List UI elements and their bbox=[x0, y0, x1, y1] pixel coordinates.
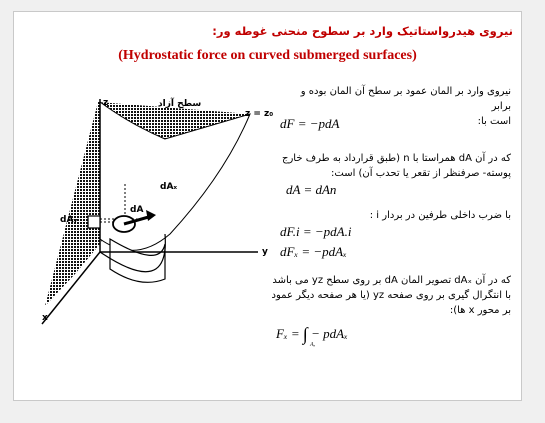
paragraph-2-line-2: پوسته- صرفنظر از تقعر یا تحدب آن) است: bbox=[331, 168, 511, 179]
z0-label: z = z₀ bbox=[245, 109, 274, 119]
curved-surface-figure bbox=[20, 84, 280, 329]
z-axis-label: z bbox=[103, 98, 109, 108]
slide bbox=[13, 11, 522, 401]
x-axis-label: x bbox=[42, 313, 48, 323]
integral-subscript: Aₓ bbox=[310, 342, 316, 348]
slide-title-persian: نیروی هیدرواستاتیک وارد بر سطوح منحنی غوطه ور: bbox=[212, 24, 513, 38]
equation-Fx bbox=[276, 322, 348, 348]
paragraph-4-line-3: بر محور x ها): bbox=[449, 305, 511, 316]
paragraph-4-line-2: با انتگرال گیری بر روی صفحه yz (یا هر صفحه دیگر عمود bbox=[271, 290, 511, 301]
equation-dF: dF = −pdA bbox=[280, 116, 340, 131]
y-axis-label: y bbox=[262, 247, 268, 257]
paragraph-3-line-1: با ضرب داخلی طرفین در بردار i : bbox=[369, 210, 511, 221]
paragraph-4-line-1: که در آن dAₓ تصویر المان dA بر روی سطح yz می باشد bbox=[272, 275, 511, 286]
paragraph-3 bbox=[286, 208, 511, 223]
paragraph-4 bbox=[271, 273, 511, 318]
equation-dot-product: dF.i = −pdA.i bbox=[280, 224, 352, 239]
equation-Fx-rhs: − pdAₓ bbox=[311, 326, 348, 341]
equation-dFx: dFₓ = −pdAₓ bbox=[280, 244, 347, 259]
paragraph-1-line-2: است با: bbox=[477, 116, 511, 127]
dAx-label: dAₓ bbox=[160, 182, 178, 192]
dAy-label: dAᵧ bbox=[60, 215, 78, 225]
paragraph-1-line-1: نیروی وارد بر المان عمود بر سطح آن المان بوده و برابر bbox=[300, 86, 511, 112]
equation-Fx-lhs: Fₓ = bbox=[276, 326, 300, 341]
dA-label: dA bbox=[130, 205, 144, 215]
equation-dA: dA = dAn bbox=[286, 182, 337, 197]
projection-dAy bbox=[88, 216, 100, 228]
slide-title-english: (Hydrostatic force on curved submerged surfaces) bbox=[118, 48, 417, 63]
free-surface-label: سطح آزاد bbox=[158, 99, 202, 109]
paragraph-2-line-1: که در آن dA همراستا با n (طبق قرارداد به طرف خارج bbox=[282, 153, 511, 164]
paragraph-2 bbox=[279, 151, 511, 181]
integral-sign: ∫ bbox=[302, 324, 308, 344]
